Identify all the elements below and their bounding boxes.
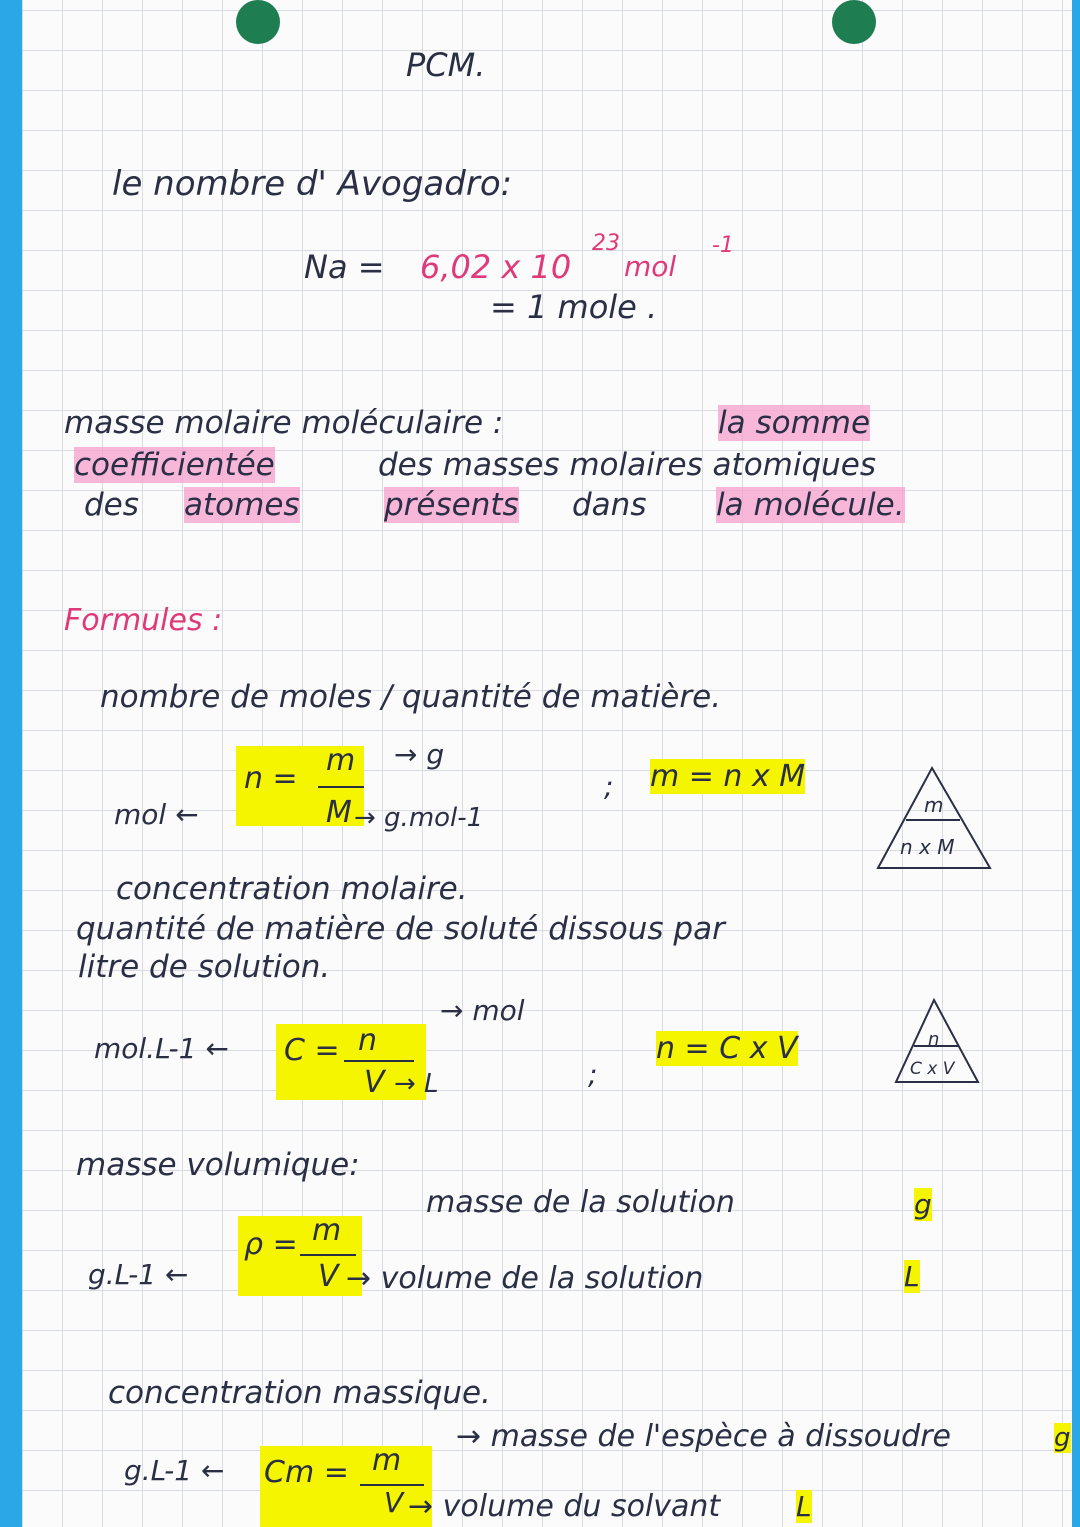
vol-num-unit: g: [914, 1188, 932, 1221]
na-label: Na =: [304, 248, 385, 286]
moles-den-unit: → g.mol-1: [354, 803, 484, 833]
mass-unit-left: g.L-1 ←: [124, 1454, 225, 1487]
vol-fraction-bar: [300, 1254, 356, 1256]
one-mole-line: = 1 mole .: [490, 288, 658, 326]
moles-fraction-bar: [318, 786, 364, 788]
page-edge-right: [1072, 0, 1080, 1527]
moles-alt-formula: m = n x M: [650, 759, 806, 794]
conc-definition-2: litre de solution.: [78, 949, 331, 985]
vol-numerator: m: [312, 1213, 342, 1248]
triangle1-bottom: n x M: [900, 835, 955, 859]
vol-num-desc: masse de la solution: [426, 1185, 735, 1220]
triangle2-top: n: [928, 1029, 940, 1050]
molar-mass-line2: des masses molaires atomiques: [378, 447, 877, 483]
na-value: 6,02 x 10: [420, 248, 572, 286]
conc-lhs: C =: [284, 1033, 340, 1068]
formules-title: Formules :: [64, 603, 223, 638]
moles-numerator: m: [326, 743, 356, 778]
molar-mass-dans: dans: [572, 487, 647, 523]
page-title: PCM.: [406, 46, 486, 84]
conc-num-unit: → mol: [440, 994, 525, 1027]
mass-num-unit: g: [1054, 1423, 1071, 1453]
binder-hole-right: [832, 0, 876, 44]
moles-separator: ;: [604, 770, 614, 803]
vol-denominator: V: [318, 1259, 339, 1294]
triangle2-bottom: C x V: [910, 1059, 955, 1079]
vol-den-desc: → volume de la solution: [346, 1261, 704, 1296]
conc-fraction-bar: [344, 1060, 414, 1062]
moles-heading: nombre de moles / quantité de matière.: [100, 679, 722, 715]
conc-heading: concentration molaire.: [116, 871, 468, 907]
avogadro-heading: le nombre d' Avogadro:: [112, 164, 513, 204]
mass-heading: concentration massique.: [108, 1375, 491, 1411]
na-exponent: 23: [592, 231, 620, 256]
conc-denominator: V: [364, 1065, 385, 1100]
conc-numerator: n: [358, 1023, 378, 1058]
moles-denominator: M: [326, 795, 352, 830]
vol-den-unit: L: [904, 1260, 920, 1293]
vol-unit-left: g.L-1 ←: [88, 1258, 189, 1291]
vol-lhs: ρ =: [244, 1227, 298, 1262]
mass-lhs: Cm =: [264, 1455, 349, 1490]
molar-mass-title: masse molaire moléculaire :: [64, 405, 504, 441]
moles-unit-left: mol ←: [114, 798, 199, 831]
na-unit-exponent: -1: [712, 233, 734, 258]
mass-numerator: m: [372, 1443, 402, 1478]
conc-den-unit: → L: [394, 1069, 439, 1099]
conc-unit-left: mol.L-1 ←: [94, 1032, 229, 1065]
molar-mass-coefficientee: coefficientée: [74, 447, 275, 483]
na-unit: mol: [624, 250, 677, 283]
molar-mass-des: des: [84, 487, 139, 523]
mass-denominator: V: [384, 1486, 404, 1519]
mass-den-desc: → volume du solvant: [408, 1489, 721, 1524]
molar-mass-molecule: la molécule.: [716, 487, 905, 523]
mass-den-unit: L: [796, 1490, 812, 1523]
molar-mass-atomes: atomes: [184, 487, 300, 523]
molar-mass-somme: la somme: [718, 405, 871, 441]
binder-hole-left: [236, 0, 280, 44]
page-edge-left: [0, 0, 22, 1527]
vol-heading: masse volumique:: [76, 1147, 360, 1183]
mass-num-desc: → masse de l'espèce à dissoudre: [456, 1419, 951, 1454]
moles-num-unit: → g: [394, 738, 445, 771]
moles-lhs: n =: [244, 761, 298, 796]
conc-definition-1: quantité de matière de soluté dissous par: [76, 911, 725, 947]
conc-separator: ;: [588, 1058, 598, 1091]
molar-mass-presents: présents: [384, 487, 519, 523]
conc-alt-formula: n = C x V: [656, 1031, 798, 1066]
triangle1-top: m: [924, 793, 944, 817]
